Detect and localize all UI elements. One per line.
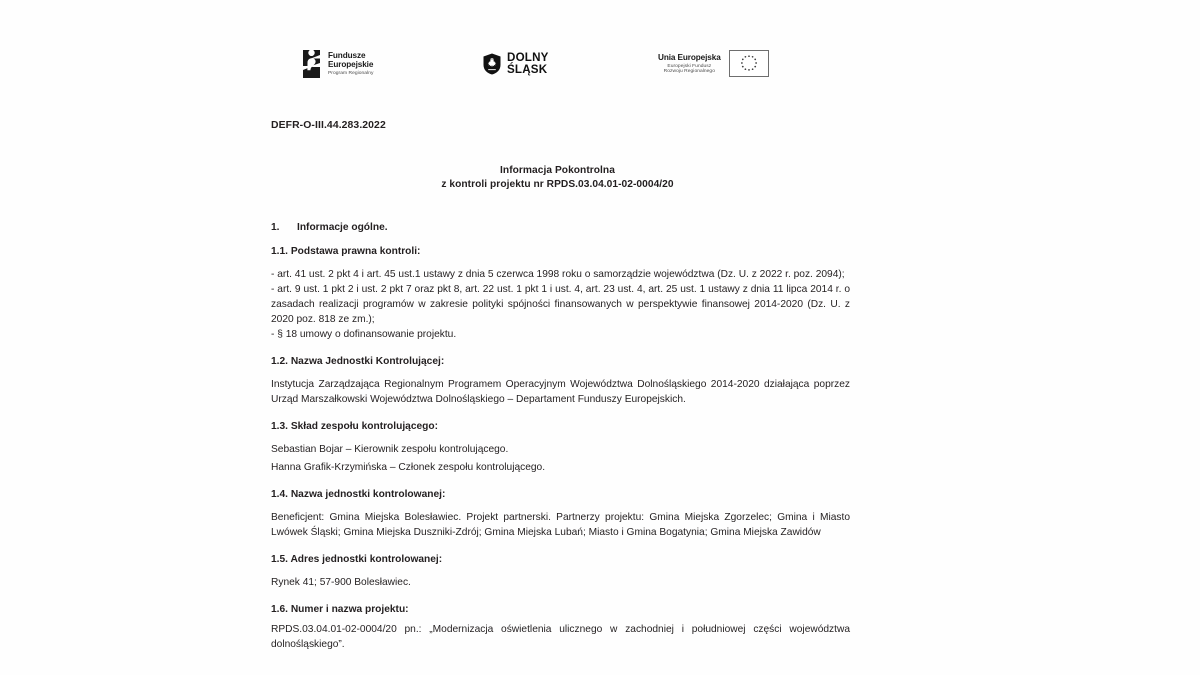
- controlled-unit-name: Beneficjent: Gmina Miejska Bolesławiec. Projekt partnerski. Partnerzy projektu: Gmina Miejska Zgorzelec; Gmina i Miasto Lwówek Śląski; Gmina Miejska Duszniki-Zdrój; Gmina Miejska Lubań; Miasto i Gmina Bogatynia; Gmina Miejska Zawidów: [271, 511, 850, 538]
- subsection-heading-1-1: 1.1. Podstawa prawna kontroli:: [271, 245, 421, 257]
- legal-basis-item: - § 18 umowy o dofinansowanie projektu.: [271, 328, 457, 340]
- logo-strip: [265, 46, 850, 92]
- ue-line-2: Europejski Fundusz: [667, 63, 712, 69]
- eu-flag-icon: [729, 50, 769, 77]
- subsection-heading-1-2: 1.2. Nazwa Jednostki Kontrolującej:: [271, 355, 445, 367]
- legal-basis-item: - art. 41 ust. 2 pkt 4 i art. 45 ust.1 ustawy z dnia 5 czerwca 1998 roku o samorządzie województwa (Dz. U. z 2022 r. poz. 2094);: [271, 268, 845, 280]
- document-body: [265, 120, 850, 653]
- subsection-heading-1-5: 1.5. Adres jednostki kontrolowanej:: [271, 553, 443, 565]
- dolny-slask-logo: [482, 52, 549, 75]
- unia-europejska-logo: [658, 50, 769, 77]
- section-title-1: Informacje ogólne.: [297, 221, 388, 233]
- legal-basis-list: [271, 268, 850, 343]
- fe-line-1: Fundusze: [328, 51, 366, 61]
- subsection-heading-1-6: 1.6. Numer i nazwa projektu:: [271, 603, 409, 615]
- title-line-2: z kontroli projektu nr RPDS.03.04.01-02-0004/20: [441, 179, 674, 191]
- controlled-unit-address: Rynek 41; 57-900 Bolesławiec.: [271, 576, 411, 588]
- fundusze-europejskie-mark-icon: [302, 50, 321, 78]
- subsection-heading-1-4: 1.4. Nazwa jednostki kontrolowanej:: [271, 488, 446, 500]
- project-number-and-name: RPDS.03.04.01-02-0004/20 pn.: „Modernizacja oświetlenia ulicznego w zachodniej i południowej części województwa dolnośląskiego”.: [271, 623, 850, 650]
- unia-europejska-wordmark: [658, 53, 721, 75]
- ue-line-1: Unia Europejska: [658, 52, 721, 62]
- title-line-1: Informacja Pokontrolna: [500, 165, 615, 176]
- ds-line-2: ŚLĄSK: [507, 62, 548, 76]
- control-team-member-2: Hanna Grafik-Krzymińska – Członek zespołu kontrolującego.: [271, 461, 546, 473]
- subsection-heading-1-3: 1.3. Skład zespołu kontrolującego:: [271, 420, 438, 432]
- dolny-slask-eagle-icon: [482, 53, 502, 75]
- ds-line-1: DOLNY: [507, 51, 549, 64]
- fundusze-europejskie-logo: [302, 50, 373, 78]
- fundusze-europejskie-wordmark: [328, 52, 373, 75]
- section-number-1: 1.: [271, 221, 280, 233]
- ue-line-3: Rozwoju Regionalnego: [663, 69, 715, 74]
- document-title: [265, 164, 850, 193]
- legal-basis-item: - art. 9 ust. 1 pkt 2 i ust. 2 pkt 7 oraz pkt 8, art. 22 ust. 1 pkt 1 i ust. 4, art. 23 ust. 4, art. 25 ust. 1 ustawy z dnia 11 lipca 2014 r. o zasadach realizacji programów w zakresie polityki spójności finansowanych w perspektywie finansowej 2014-2020 (Dz. U. z 2020 poz. 818 ze zm.);: [271, 283, 850, 325]
- dolny-slask-wordmark: [507, 52, 549, 75]
- section-heading-1: [271, 222, 850, 233]
- fe-line-3: Program Regionalny: [328, 70, 374, 76]
- reference-number: DEFR-O-III.44.283.2022: [271, 120, 386, 131]
- control-team-member-1: Sebastian Bojar – Kierownik zespołu kontrolującego.: [271, 443, 509, 455]
- controlling-unit-name: Instytucja Zarządzająca Regionalnym Programem Operacyjnym Województwa Dolnośląskiego 2014-2020 działająca poprzez Urząd Marszałkowski Województwa Dolnośląskiego – Departament Funduszy Europejskich.: [271, 378, 850, 405]
- section-list: [265, 222, 850, 653]
- fe-line-2: Europejskie: [328, 59, 374, 69]
